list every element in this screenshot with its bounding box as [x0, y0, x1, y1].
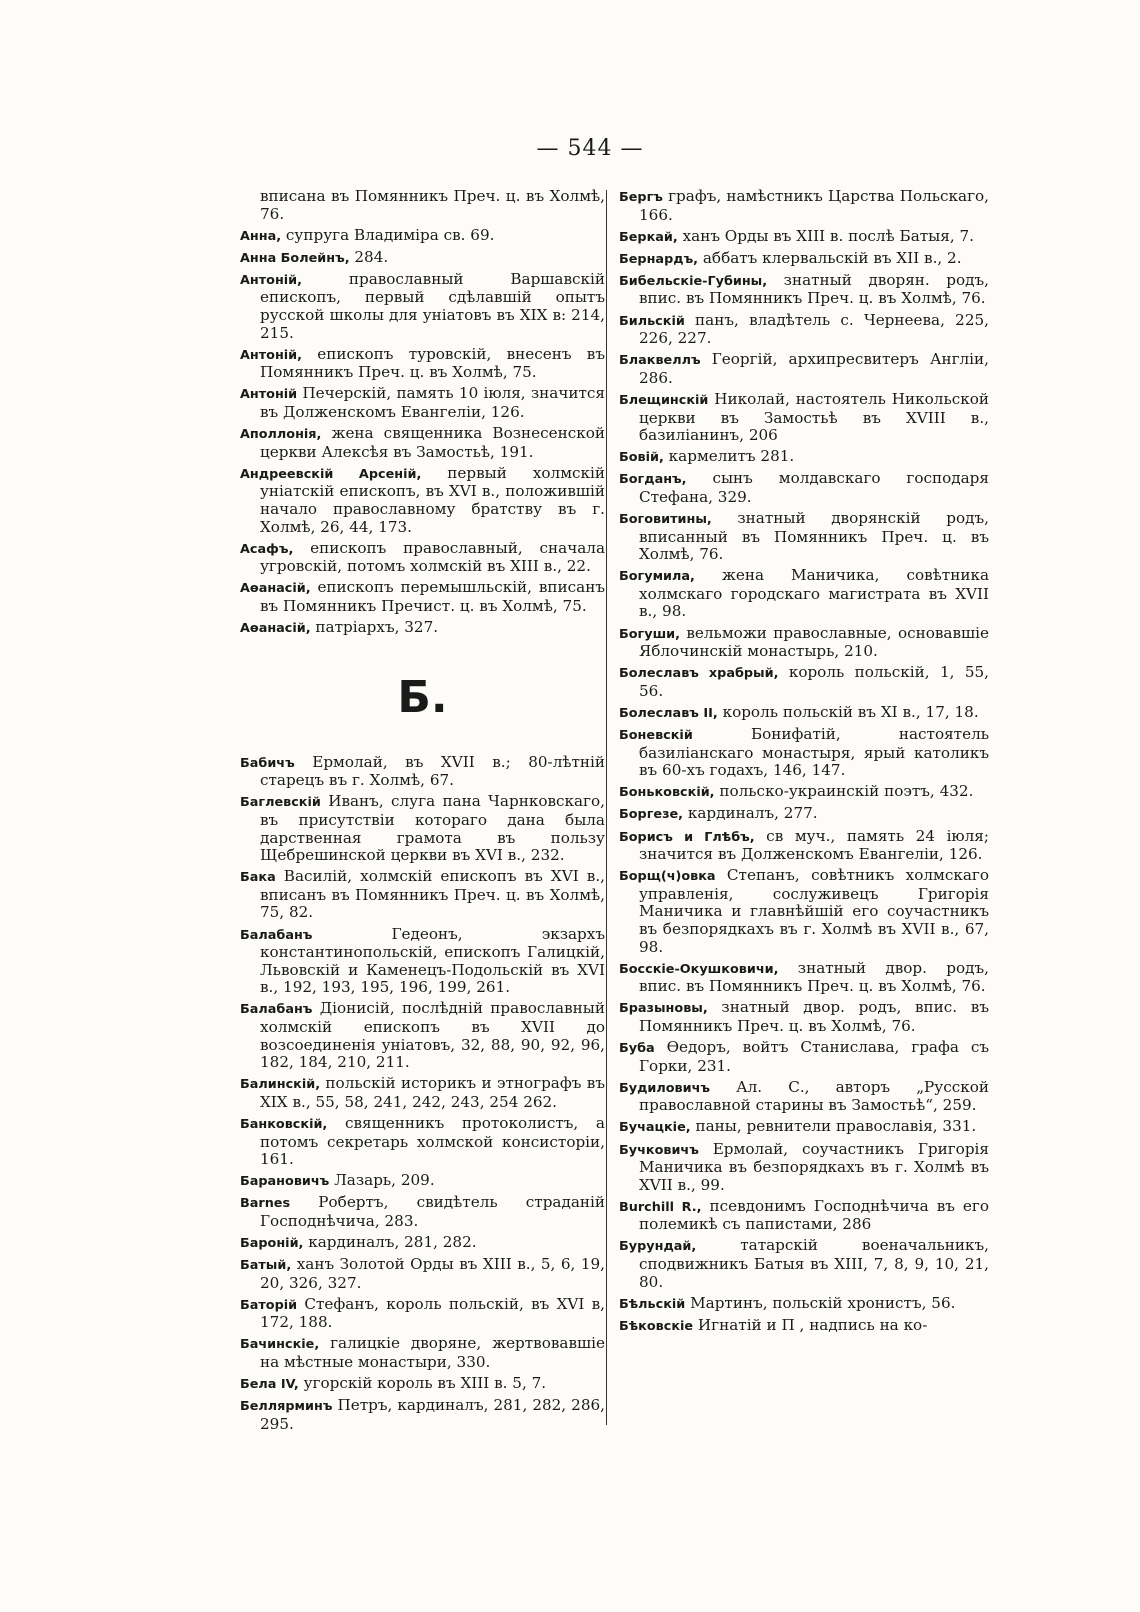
- entry-text: Петръ, кардиналъ, 281, 282, 286, 295.: [260, 1396, 605, 1433]
- entry-headword: Барановичъ: [240, 1174, 330, 1190]
- index-entry: [619, 250, 989, 269]
- entry-headword: Борисъ и Глѣбъ,: [619, 829, 755, 845]
- entry-headword: Антоній,: [240, 347, 303, 363]
- entry-headword: Бабичъ: [240, 755, 295, 771]
- index-entries-a: [240, 227, 605, 638]
- index-entry: [619, 391, 989, 445]
- entry-headword: Балабанъ: [240, 927, 313, 943]
- entry-text: Ермолай, въ XVII в.; 80-лѣтній старецъ въ г. Холмѣ, 67.: [260, 752, 605, 790]
- index-entry: [619, 828, 989, 864]
- index-entry: [619, 448, 989, 467]
- entry-headword: Баглевскій: [240, 795, 321, 811]
- index-entry: [619, 625, 989, 661]
- index-entry: [240, 579, 605, 615]
- entry-text: патріархъ, 327.: [310, 618, 439, 637]
- entry-headword: Боговитины,: [619, 512, 712, 527]
- entry-text: Лазарь, 209.: [329, 1171, 435, 1190]
- index-entry: [240, 754, 605, 790]
- entry-text: Игнатій и П , надпись на ко-: [693, 1315, 928, 1334]
- entry-text: Стефанъ, король польскій, въ XVI в, 172, 188.: [260, 1294, 605, 1332]
- entry-headword: Баторій: [240, 1297, 298, 1313]
- entry-headword: Буба: [619, 1041, 655, 1057]
- entry-headword: Бурундай,: [619, 1239, 697, 1255]
- entry-text: кармелитъ 281.: [663, 447, 795, 466]
- index-entry: [619, 1198, 989, 1234]
- entry-text: паны, ревнители православія, 331.: [690, 1117, 977, 1136]
- entry-headword: Беллярминъ: [240, 1399, 333, 1415]
- entry-headword: Бразыновы,: [619, 1001, 708, 1017]
- entry-text: кардиналъ, 281, 282.: [303, 1233, 477, 1251]
- entry-text: Николай, настоятель Никольской церкви въ Замостьѣ въ XVIII в., базиліанинъ, 206: [639, 389, 989, 445]
- index-entry: [240, 926, 605, 997]
- entry-text: вельможи православные, основавшіе Яблочинскій монастырь, 210.: [639, 623, 989, 661]
- entry-headword: Богумила,: [619, 569, 695, 585]
- index-entry: [619, 1237, 989, 1291]
- entry-text: угорскій король въ XIII в. 5, 7.: [298, 1374, 547, 1393]
- index-entry: [240, 249, 605, 268]
- entry-headword: Блаквеллъ: [619, 353, 701, 369]
- entry-headword: Аѳанасій,: [240, 581, 311, 597]
- index-entry: [619, 1079, 989, 1115]
- entry-headword: Бернардъ,: [619, 251, 699, 267]
- entry-text: св муч., память 24 іюля; значится въ Долженскомъ Евангеліи, 126.: [639, 826, 989, 864]
- index-entry: [619, 470, 989, 506]
- entry-text: кардиналъ, 277.: [683, 804, 818, 823]
- index-entries-b: [240, 754, 605, 1434]
- entry-text: Георгій, архипресвитеръ Англіи, 286.: [639, 350, 989, 387]
- entry-headword: Анна,: [240, 228, 282, 244]
- entry-headword: Бибельскіе-Губины,: [619, 273, 768, 289]
- entry-headword: Антоній: [240, 387, 298, 403]
- entry-headword: Бергъ: [619, 190, 663, 205]
- index-entry: [619, 510, 989, 564]
- index-entry: [619, 1141, 989, 1195]
- entry-text: жена Маничика, совѣтника холмскаго городскаго магистрата въ XVII в., 98.: [639, 566, 989, 621]
- entry-headword: Босскіе-Окушковичи,: [619, 961, 779, 977]
- index-entry: [619, 704, 989, 723]
- index-entry: [240, 346, 605, 382]
- index-entry: [240, 425, 605, 461]
- index-entry: [240, 868, 605, 922]
- index-entry: [240, 793, 605, 864]
- page-number: — 544 —: [536, 136, 644, 161]
- entry-text: Ѳедоръ, войтъ Станислава, графа съ Горки, 231.: [639, 1038, 989, 1075]
- entry-text: король польскій, 1, 55, 56.: [639, 663, 989, 700]
- entry-text: знатный двор. родъ, впис. въ Помянникъ Преч. ц. въ Холмѣ, 76.: [639, 958, 989, 996]
- entry-text: православный Варшавскій епископъ, первый сдѣлавшій опытъ русской школы для уніатовъ въ XIX в: 214, 215.: [260, 269, 605, 342]
- entry-headword: Бучковичъ: [619, 1142, 699, 1158]
- entry-text: 284.: [349, 247, 389, 266]
- entry-headword: Burchill R.,: [619, 1199, 702, 1215]
- entry-text: первый холмскій уніатскій епископъ, въ XVI в., положившій начало православному братству въ г. Холмѣ, 26, 44, 173.: [260, 463, 605, 536]
- section-letter: Б.: [397, 671, 448, 723]
- entry-headword: Боневскій: [619, 728, 693, 744]
- index-entry: [240, 1115, 605, 1169]
- index-entry: [619, 999, 989, 1035]
- entry-headword: Блещинскій: [619, 392, 709, 408]
- entry-headword: Бѣльскій: [619, 1296, 686, 1312]
- index-entry: [240, 1234, 605, 1253]
- entry-headword: Богданъ,: [619, 472, 687, 488]
- index-entry: [619, 805, 989, 824]
- index-entry: [240, 227, 605, 246]
- entry-headword: Бела IV,: [240, 1377, 299, 1393]
- index-entry: [619, 312, 989, 348]
- index-entry: [619, 664, 989, 700]
- index-column-right: [619, 188, 989, 1339]
- index-entry: [619, 783, 989, 802]
- entry-headword: Barnes: [240, 1196, 291, 1212]
- entry-text: знатный дворян. родъ, впис. въ Помянникъ Преч. ц. въ Холмѣ, 76.: [639, 270, 989, 308]
- index-entry: [619, 228, 989, 247]
- index-entry: [619, 726, 989, 780]
- entry-headword: Бачинскіе,: [240, 1337, 320, 1353]
- entry-headword: Бѣковскіе: [619, 1318, 694, 1334]
- entry-headword: Бильскій: [619, 313, 685, 329]
- entry-headword: Аполлонія,: [240, 427, 322, 443]
- entry-text: Бонифатій, настоятель базиліанскаго монастыря, ярый католикъ въ 60-хъ годахъ, 146, 147.: [639, 725, 989, 780]
- entry-headword: Борщ(ч)овка: [619, 869, 716, 885]
- entry-text: жена священника Вознесенской церкви Алексѣя въ Замостьѣ, 191.: [260, 424, 605, 461]
- entry-headword: Боньковскій,: [619, 785, 715, 801]
- entry-text: ханъ Орды въ XIII в. послѣ Батыя, 7.: [677, 226, 974, 245]
- entry-text: аббатъ клервальскій въ XII в., 2.: [698, 248, 962, 267]
- entry-headword: Богуши,: [619, 626, 680, 642]
- entry-headword: Бароній,: [240, 1236, 304, 1251]
- entry-text: Мартинъ, польскій хронистъ, 56.: [685, 1293, 956, 1312]
- index-entry: [240, 1335, 605, 1371]
- entry-headword: Асафъ,: [240, 541, 294, 557]
- entry-text: знатный двор. родъ, впис. въ Помянникъ Преч. ц. въ Холмѣ, 76.: [639, 998, 989, 1035]
- index-entry: [619, 1118, 989, 1137]
- entry-text: король польскій въ XI в., 17, 18.: [717, 702, 979, 721]
- entry-text: татарскій военачальникъ, сподвижникъ Батыя въ XIII, 7, 8, 9, 10, 21, 80.: [639, 1236, 989, 1291]
- index-entry: [619, 567, 989, 621]
- entry-text: знатный дворянскій родъ, вписанный въ Помянникъ Преч. ц. въ Холмѣ, 76.: [639, 509, 989, 564]
- index-entry: [240, 1194, 605, 1230]
- entry-text: сынъ молдавскаго господаря Стефана, 329.: [639, 469, 989, 506]
- index-entries-right: [619, 188, 989, 1335]
- entry-text: супруга Владиміра св. 69.: [281, 225, 495, 244]
- entry-headword: Болеславъ II,: [619, 705, 718, 721]
- entry-headword: Бака: [240, 870, 276, 886]
- index-entry: [619, 1317, 989, 1336]
- index-entry: [240, 465, 605, 536]
- entry-text: Ал. С., авторъ „Русской православной старины въ Замостьѣ“, 259.: [639, 1077, 989, 1115]
- index-entry: [619, 1039, 989, 1075]
- index-entry: [240, 1000, 605, 1071]
- entry-headword: Аѳанасій,: [240, 621, 311, 637]
- entry-headword: Бовій,: [619, 450, 664, 466]
- entry-text: псевдонимъ Господнѣчича въ его полемикѣ съ папистами, 286: [639, 1196, 989, 1234]
- entry-headword: Боргезе,: [619, 807, 684, 823]
- entry-headword: Балабанъ: [240, 1002, 313, 1018]
- entry-headword: Балинскій,: [240, 1077, 321, 1093]
- index-entry: [619, 867, 989, 956]
- index-entry: [240, 1375, 605, 1394]
- entry-text: Степанъ, совѣтникъ холмскаго управленія, сослуживецъ Григорія Маничика и главнѣйшій его соучастникъ въ безпорядкахъ въ г. Холмѣ въ XVII в., 67, 98.: [639, 866, 989, 956]
- entry-headword: Банковскій,: [240, 1116, 328, 1132]
- index-entry: [619, 188, 989, 224]
- index-entry: [619, 960, 989, 996]
- entry-text: польско-украинскій поэтъ, 432.: [714, 782, 974, 801]
- entry-text: Печерскій, память 10 іюля, значится въ Долженскомъ Евангеліи, 126.: [260, 384, 605, 422]
- entry-text: епископъ туровскій, внесенъ въ Помянникъ Преч. ц. въ Холмѣ, 75.: [260, 344, 605, 382]
- index-entry: [240, 1296, 605, 1332]
- entry-text: ханъ Золотой Орды въ XIII в., 5, 6, 19, 20, 326, 327.: [260, 1255, 605, 1292]
- entry-headword: Андреевскій Арсеній,: [240, 466, 422, 482]
- entry-text: епископъ перемышльскій, вписанъ въ Помянникъ Пречист. ц. въ Холмѣ, 75.: [260, 578, 605, 615]
- column-divider: [606, 190, 607, 1425]
- entry-text: епископъ православный, сначала угровскій, потомъ холмскій въ XIII в., 22.: [260, 538, 605, 576]
- index-entry: [240, 385, 605, 421]
- entry-text: графъ, намѣстникъ Царства Польскаго, 166.: [639, 187, 989, 224]
- entry-text: галицкіе дворяне, жертвовавшіе на мѣстные монастыри, 330.: [260, 1334, 605, 1372]
- entry-text: Василій, холмскій епископъ въ XVI в., вписанъ въ Помянникъ Преч. ц. въ Холмѣ, 75, 82.: [260, 867, 605, 922]
- index-entry: [240, 619, 605, 638]
- index-column-left: [240, 188, 605, 1437]
- entry-headword: Анна Болейнъ,: [240, 250, 350, 266]
- entry-headword: Батый,: [240, 1258, 292, 1274]
- entry-text: Гедеонъ, экзархъ константинопольскій, епископъ Галицкій, Львовскій и Каменецъ-Подольскій въ XVI в., 192, 193, 195, 196, 199, 261.: [260, 924, 605, 997]
- entry-text: Діонисій, послѣдній православный холмскій епископъ въ XVII до возсоединенія уніатовъ, 32, 88, 90, 92, 96, 182, 184, 210, 211.: [260, 999, 605, 1072]
- index-entry: [240, 1397, 605, 1433]
- entry-headword: Будиловичъ: [619, 1080, 711, 1096]
- index-entry: [619, 351, 989, 387]
- entry-text: Иванъ, слуга пана Чарнковскаго, въ присутствіи котораго дана была дарственная грамота въ пользу Щебрешинской церкви въ XVI в., 232.: [260, 792, 605, 865]
- index-entry: [619, 1295, 989, 1314]
- index-entry: [619, 272, 989, 308]
- continuation-entry: вписана въ Помянникъ Преч. ц. въ Холмѣ, 76.: [260, 187, 605, 223]
- entry-headword: Болеславъ храбрый,: [619, 666, 779, 682]
- entry-text: Ермолай, соучастникъ Григорія Маничика въ безпорядкахъ въ г. Холмѣ въ XVII в., 99.: [639, 1139, 989, 1194]
- entry-text: священникъ протоколистъ, а потомъ секретарь холмской консисторіи, 161.: [260, 1113, 605, 1169]
- entry-text: панъ, владѣтель с. Чернеева, 225, 226, 227.: [639, 310, 989, 348]
- entry-text: Робертъ, свидѣтель страданій Господнѣчича, 283.: [260, 1193, 605, 1230]
- entry-text: польскій историкъ и этнографъ въ XIX в., 55, 58, 241, 242, 243, 254 262.: [260, 1074, 605, 1111]
- index-entry: [240, 1172, 605, 1191]
- entry-headword: Беркай,: [619, 229, 678, 245]
- entry-headword: Антоній,: [240, 272, 303, 288]
- entry-headword: Бучацкіе,: [619, 1120, 691, 1136]
- index-entry: [240, 1075, 605, 1111]
- index-entry: [240, 1256, 605, 1292]
- index-entry: [240, 540, 605, 576]
- index-entry: [240, 271, 605, 342]
